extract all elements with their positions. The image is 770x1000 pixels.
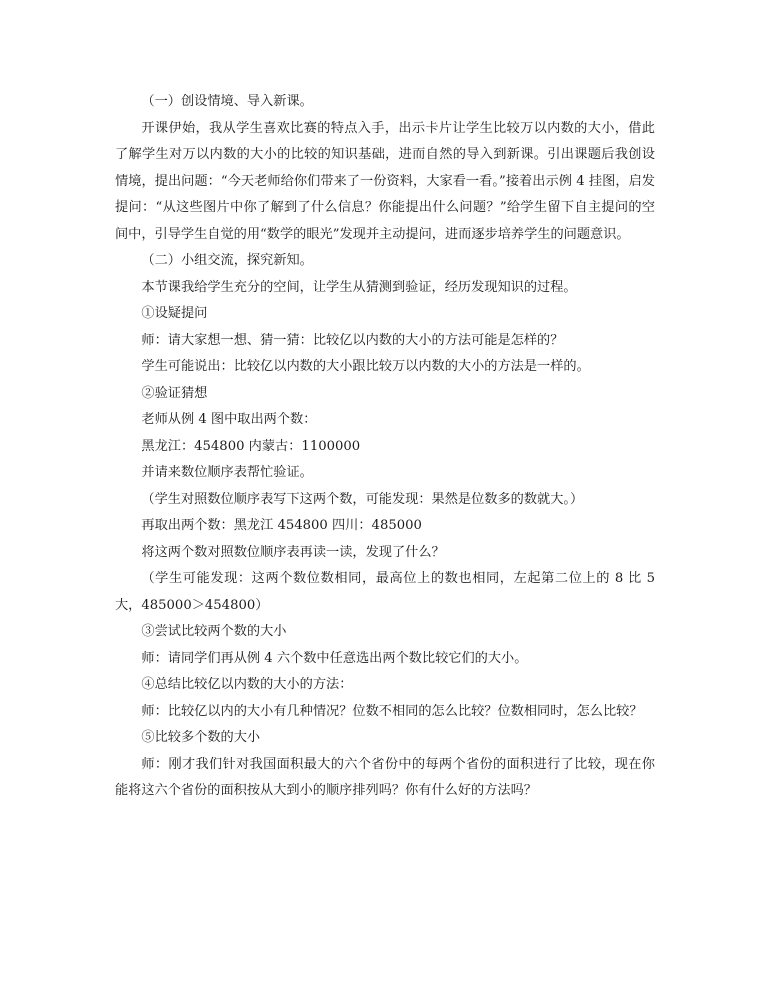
paragraph-verify: 并请来数位顺序表帮忙验证。 <box>141 465 313 480</box>
paragraph-teacher-task: 师：请同学们再从例 4 六个数中任意选出两个数比较它们的大小。 <box>141 650 528 666</box>
paragraph-student-finding-2: （学生可能发现：这两个数位数相同，最高位上的数也相同，左起第二位上的 8 比 5 大，485000＞454800） <box>115 571 655 613</box>
section-heading-2: （二）小组交流，探究新知。 <box>141 253 313 268</box>
paragraph-teacher-question-1: 师：请大家想一想、猜一猜：比较亿以内数的大小的方法可能是怎样的？ <box>141 332 564 348</box>
section-heading-1: （一）创设情境、导入新课。 <box>141 94 313 109</box>
paragraph-intro: 开课伊始，我从学生喜欢比赛的特点入手，出示卡片让学生比较万以内数的大小，借此了解学生对万以内数的大小的比较的知识基础，进而自然的导入到新课。引出课题后我创设情境，提出问题：“今天老师给你们带来了一份资料，大家看一看。”接着出示例 4 挂图，启发提问：“从这些图片中你了解到了什么信息？你能提出什么问题？”给学生留下自主提问的空间中，引导学生自觉的用“数学的眼光”发现并主动提问，进而逐步培养学生的问题意识。 <box>115 120 655 242</box>
step-heading-3: ③尝试比较两个数的大小 <box>141 624 287 639</box>
paragraph-student-answer-1: 学生可能说出：比较亿以内数的大小跟比较万以内数的大小的方法是一样的。 <box>141 359 590 374</box>
step-heading-4: ④总结比较亿以内数的大小的方法： <box>141 677 353 692</box>
paragraph-teacher-numbers: 老师从例 4 图中取出两个数： <box>141 412 317 427</box>
paragraph-numbers-2: 再取出两个数：黑龙江 454800 四川：485000 <box>141 518 422 533</box>
step-heading-1: ①设疑提问 <box>141 306 208 321</box>
document-body <box>115 89 655 805</box>
step-heading-5: ⑤比较多个数的大小 <box>141 730 261 745</box>
paragraph-teacher-summary: 师：比较亿以内的大小有几种情况？位数不相同的怎么比较？位数相同时，怎么比较？ <box>141 703 643 719</box>
paragraph-student-finding-1: （学生对照数位顺序表写下这两个数，可能发现：果然是位数多的数就大。） <box>141 491 584 507</box>
paragraph-teacher-ordering: 师：刚才我们针对我国面积最大的六个省份中的每两个省份的面积进行了比较，现在你能将这六个省份的面积按从大到小的顺序排列吗？你有什么好的方法吗？ <box>115 756 655 798</box>
paragraph-read-again: 将这两个数对照数位顺序表再读一读，发现了什么？ <box>141 544 445 560</box>
paragraph-numbers-1: 黑龙江：454800 内蒙古：1100000 <box>141 438 361 454</box>
step-heading-2: ②验证猜想 <box>141 385 208 401</box>
paragraph-overview: 本节课我给学生充分的空间，让学生从猜测到验证，经历发现知识的过程。 <box>141 279 577 295</box>
